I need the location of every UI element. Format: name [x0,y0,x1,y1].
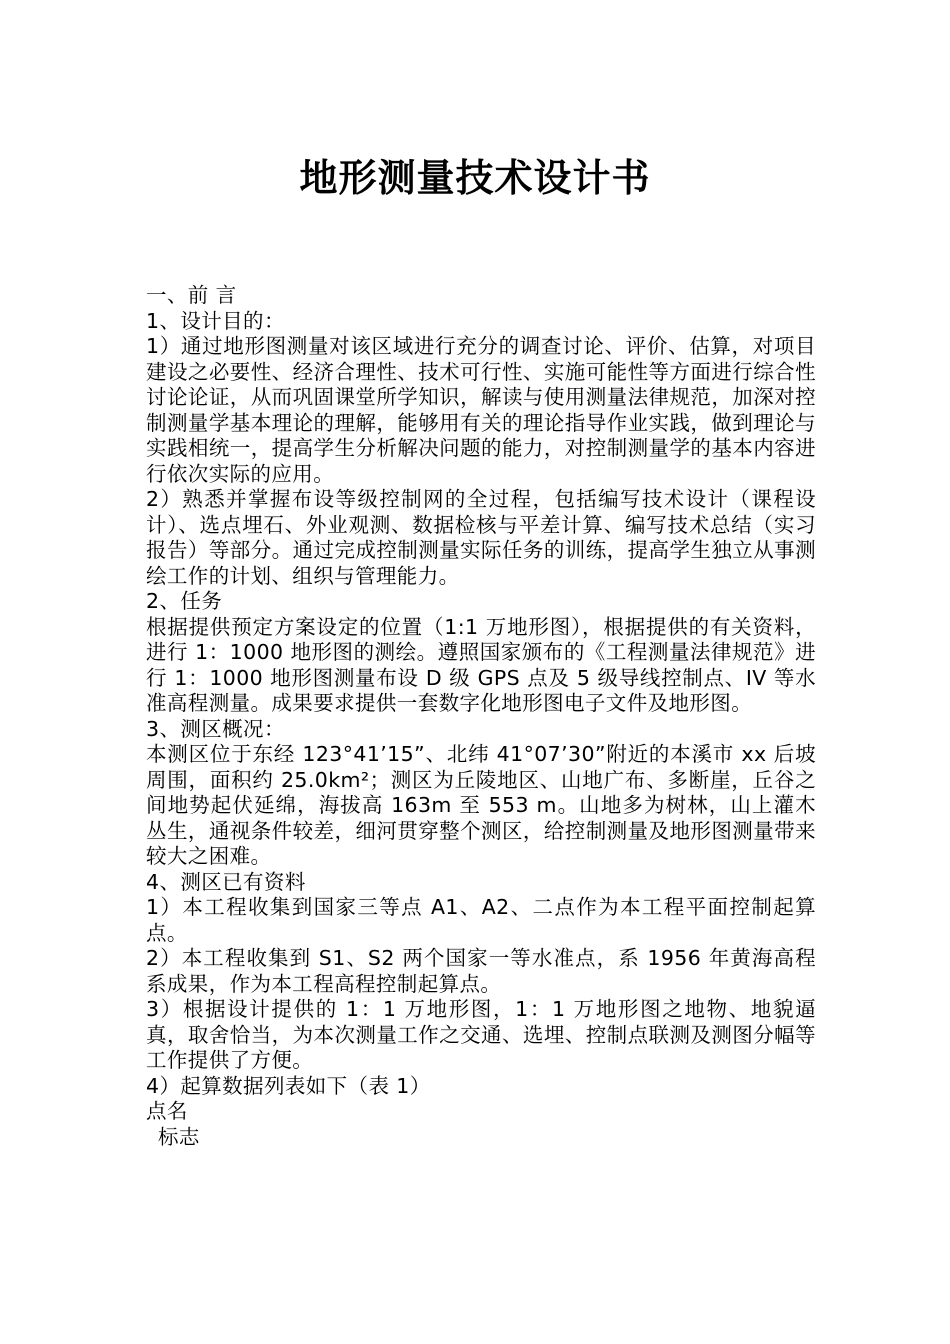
paragraph-existing-data-3: 3）根据设计提供的 1：1 万地形图，1：1 万地形图之地物、地貌逼真，取舍恰当，为本次测量工作之交通、选埋、控制点联测及测图分幅等工作提供了方便。 [146,997,816,1072]
subsection-heading-existing-data: 4、测区已有资料 [146,869,306,894]
paragraph-task: 根据提供预定方案设定的位置（1:1 万地形图），根据提供的有关资料，进行 1：1000 地形图的测绘。遵照国家颁布的《工程测量法律规范》进行 1：1000 地形图测量布设 D 级 GPS 点及 5 级导线控制点、IV 等水准高程测量。成果要求提供一套数字化地形图电子文件及地形图。 [146,614,816,715]
document-title: 地形测量技术设计书 [299,156,651,200]
paragraph-existing-data-4: 4）起算数据列表如下（表 1） [146,1073,431,1098]
paragraph-purpose-2: 2）熟悉并掌握布设等级控制网的全过程，包括编写技术设计（课程设计）、选点埋石、外业观测、数据检核与平差计算、编写技术总结（实习报告）等部分。通过完成控制测量实际任务的训练，提高学生独立从事测绘工作的计划、组织与管理能力。 [146,487,816,588]
table-header-marker: 标志 [158,1124,200,1149]
document-body [146,283,816,1150]
paragraph-purpose-1: 1）通过地形图测量对该区域进行充分的调查讨论、评价、估算，对项目建设之必要性、经济合理性、技术可行性、实施可能性等方面进行综合性讨论论证，从而巩固课堂所学知识，解读与使用测量法律规范，加深对控制测量学基本理论的理解，能够用有关的理论指导作业实践，做到理论与实践相统一，提高学生分析解决问题的能力，对控制测量学的基本内容进行依次实际的应用。 [146,334,816,486]
paragraph-existing-data-2: 2）本工程收集到 S1、S2 两个国家一等水准点，系 1956 年黄海高程系成果，作为本工程高程控制起算点。 [146,946,816,996]
paragraph-survey-area: 本测区位于东经 123°41’15”、北纬 41°07’30”附近的本溪市 xx 后坡周围，面积约 25.0km²；测区为丘陵地区、山地广布、多断崖，丘谷之间地势起伏延绵，海拔高 163m 至 553 m。山地多为树林，山上灌木丛生，通视条件较差，细河贯穿整个测区，给控制测量及地形图测量带来较大之困难。 [146,742,816,868]
subsection-heading-survey-area: 3、测区概况： [146,716,285,741]
subsection-heading-design-purpose: 1、设计目的： [146,308,285,333]
table-header-point-name: 点名 [146,1099,188,1123]
paragraph-existing-data-1: 1）本工程收集到国家三等点 A1、A2、二点作为本工程平面控制起算点。 [146,895,816,945]
section-heading-preface: 一、前 言 [146,283,237,307]
subsection-heading-task: 2、任务 [146,589,223,613]
